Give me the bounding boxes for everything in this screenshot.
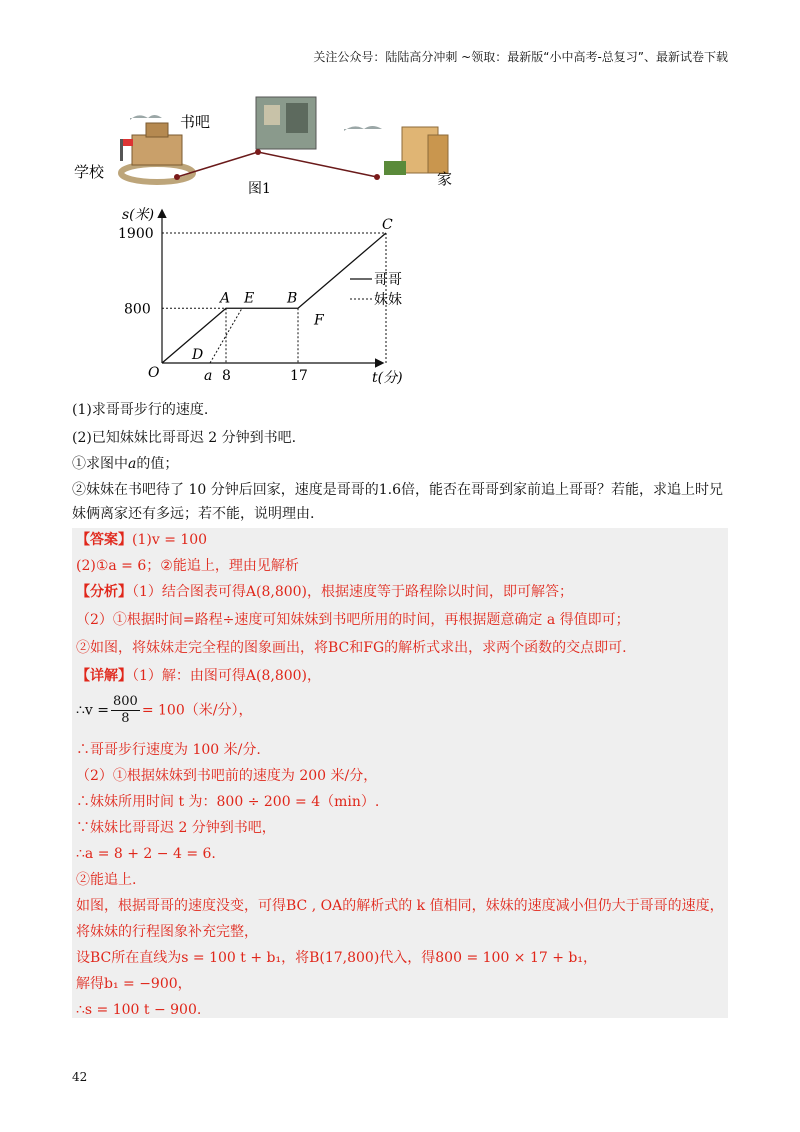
route-illustration (72, 95, 472, 205)
x-tick-8: 8 (222, 368, 231, 384)
y-tick-800: 800 (124, 301, 151, 318)
legend-sister: 妹妹 (374, 292, 402, 308)
legend-brother: 哥哥 (374, 272, 402, 288)
detail-10: 将妹妹的行程图象补充完整， (76, 924, 258, 940)
question-2a (72, 454, 732, 474)
point-label-B: B (287, 290, 298, 307)
distance-time-chart (110, 205, 430, 395)
label-school: 学校 (74, 163, 105, 181)
analysis-tag: 【分析】 (76, 584, 132, 600)
point-label-E: E (244, 290, 255, 307)
bookbar-illustration (256, 97, 316, 149)
series-0-line (162, 233, 386, 363)
question-2b-line2: 妹俩离家还有多远；若不能，说明理由. (72, 506, 315, 522)
origin-label: O (148, 365, 160, 381)
detail-line-1 (76, 666, 321, 686)
figure-caption: 图1 (248, 181, 271, 197)
detail-9: 如图，根据哥哥的速度没变，可得BC , OA的解析式的 k 值相同，妹妹的速度减小但仍大于哥哥的速度， (76, 898, 724, 914)
analysis-3: ②如图，将妹妹走完全程的图象画出，将BC和FG的解析式求出，求两个函数的交点即可. (76, 640, 627, 656)
route-line (177, 152, 377, 177)
page-number: 42 (72, 1070, 88, 1084)
detail-1: （1）解：由图可得A(8,800)， (132, 668, 322, 684)
detail-8: ②能追上. (76, 872, 137, 888)
fraction-numerator: 800 (113, 694, 138, 709)
answer-line-1 (76, 530, 207, 550)
detail-13: ∴s = 100 t − 900. (76, 1002, 202, 1018)
question-2: (2)已知妹妹比哥哥迟 2 分钟到书吧. (72, 430, 297, 446)
label-bookbar: 书吧 (180, 113, 211, 131)
answer-2: (2)①a = 6；②能追上，理由见解析 (76, 558, 299, 574)
detail-5: ∴妹妹所用时间 t 为：800 ÷ 200 = 4（min）. (76, 794, 380, 810)
question-1: (1)求哥哥步行的速度. (72, 402, 209, 418)
y-tick-1900: 1900 (118, 226, 154, 242)
home-illustration (344, 126, 448, 175)
fraction (111, 694, 140, 727)
detail-4: （2）①根据妹妹到书吧前的速度为 200 米/分， (76, 768, 378, 784)
x-tick-17: 17 (290, 368, 308, 384)
point-label-A: A (220, 290, 231, 307)
detail-3: ∴哥哥步行速度为 100 米/分. (76, 742, 261, 758)
detail-6: ∵妹妹比哥哥迟 2 分钟到书吧， (76, 820, 276, 836)
y-axis-label: s(米) (122, 207, 155, 223)
question-2a-var: a (128, 456, 137, 472)
point-label-F: F (314, 312, 324, 329)
analysis-1: （1）结合图表可得A(8,800)，根据速度等于路程除以时间，即可解答； (132, 584, 574, 600)
detail-7: ∴a = 8 + 2 − 4 = 6. (76, 846, 216, 862)
detail-tag: 【详解】 (76, 668, 132, 684)
answer-1: (1)v = 100 (132, 532, 208, 548)
question-2b-line1: ②妹妹在书吧待了 10 分钟后回家，速度是哥哥的1.6倍，能否在哥哥到家前追上哥哥？若能，求追上时兄 (72, 482, 723, 498)
question-2a-text: ①求图中 (72, 456, 128, 472)
analysis-line-1 (76, 582, 573, 602)
detail-2-post: = 100（米/分）， (141, 702, 253, 719)
x-tick-a: a (204, 368, 213, 384)
x-axis-label: t(分) (372, 370, 403, 386)
analysis-2: （2）①根据时间=路程÷速度可知妹妹到书吧所用的时间，再根据题意确定 a 得值即可； (76, 612, 630, 628)
page-header: 关注公众号：陆陆高分冲刺 ~领取：最新版“小中高考-总复习”、最新试卷下载 (313, 50, 728, 64)
label-home: 家 (437, 170, 453, 188)
point-label-C: C (382, 217, 393, 233)
fraction-denominator: 8 (121, 711, 130, 726)
point-label-D: D (192, 347, 204, 363)
detail-2-pre: ∴v = (76, 702, 109, 719)
question-2a-end: 的值； (136, 456, 179, 472)
detail-11: 设BC所在直线为s = 100 t + b₁，将B(17,800)代入，得800 = 100 × 17 + b₁， (76, 950, 598, 966)
detail-2 (76, 694, 252, 727)
detail-12: 解得b₁ = −900， (76, 976, 192, 992)
answer-tag: 【答案】 (76, 532, 132, 548)
